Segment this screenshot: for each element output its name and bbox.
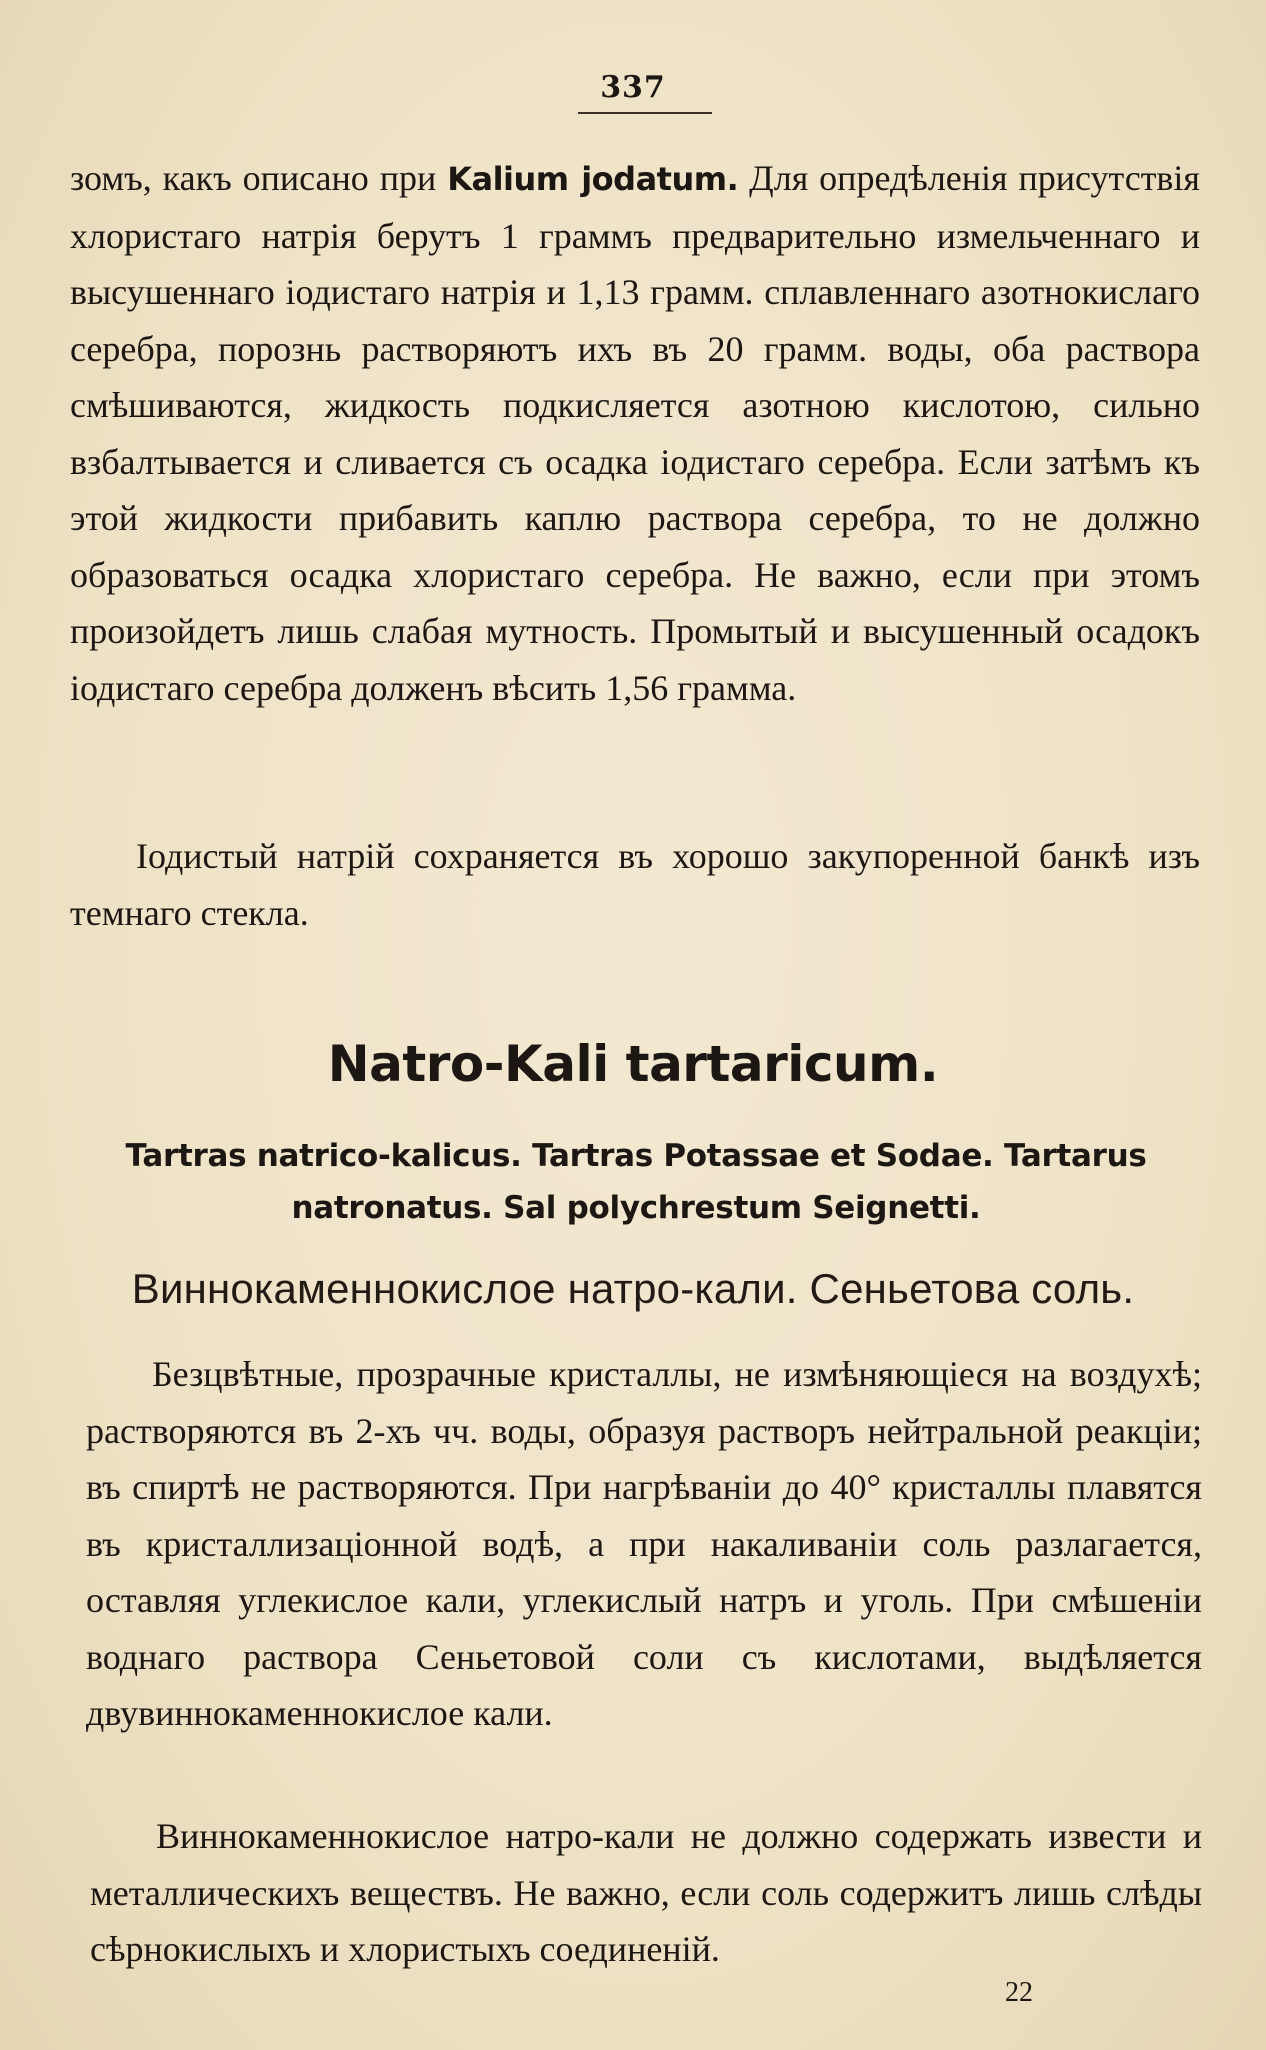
header-rule [578,112,712,114]
page-number: 337 [600,70,666,105]
paragraph-3: Безцвѣтные, прозрачные кристаллы, не измѣняющіеся на воздухѣ; растворяются въ 2-хъ чч. воды, образуя растворъ нейтральной реакціи; въ спиртѣ не растворяются. При нагрѣваніи до 40° кристаллы плавятся въ кристаллизаціонной водѣ, а при накаливаніи соль разлагается, оставляя углекислое кали, углекислый натръ и уголь. При смѣшеніи воднаго раствора Сеньетовой соли съ кислотами, выдѣляется двувиннокаменнокислое кали. [86,1354,1202,1733]
section-title: Natro-Kali tartaricum. [327,1035,939,1093]
paragraph-1-rest: Для опредѣленія присутствія хлористаго натрія берутъ 1 граммъ предварительно измельченнаго и высушеннаго іодистаго натрія и 1,13 грамм. сплавленнаго азотнокислаго серебра, порознь растворяютъ ихъ въ 20 грамм. воды, оба раствора смѣшиваются, жидкость подкисляется азотною кислотою, сильно взбалтывается и сливается съ осадка іодистаго серебра. Если затѣмъ къ этой жидкости прибавить каплю раствора серебра, то не должно образоваться осадка хлористаго серебра. Не важно, если при этомъ произойдетъ лишь слабая мутность. Промытый и высушенный осадокъ іодистаго серебра долженъ вѣсить 1,56 грамма. [70,158,1200,708]
paragraph-2: Іодистый натрій сохраняется въ хорошо закупоренной банкѣ изъ темнаго стекла. [70,836,1200,933]
paragraph-4: Виннокаменнокислое натро-кали не должно содержать извести и металлическихъ веществъ. Не важно, если соль содержитъ лишь слѣды сѣрнокислыхъ и хлористыхъ соединеній. [90,1816,1202,1969]
latin-synonyms: Tartras natrico-kalicus. Tartras Potassae et Sodae. Tartarus natronatus. Sal polychrestum Seignetti. [125,1138,1147,1226]
signature-mark: 22 [1005,1977,1033,2008]
russian-title: Виннокаменнокислое натро-кали. Сеньетова соль. [131,1265,1135,1312]
drug-name-reference: Kalium jodatum. [447,160,739,198]
paragraph-1-start: зомъ, какъ описано при [70,158,448,198]
paragraph-1 [70,150,1200,716]
